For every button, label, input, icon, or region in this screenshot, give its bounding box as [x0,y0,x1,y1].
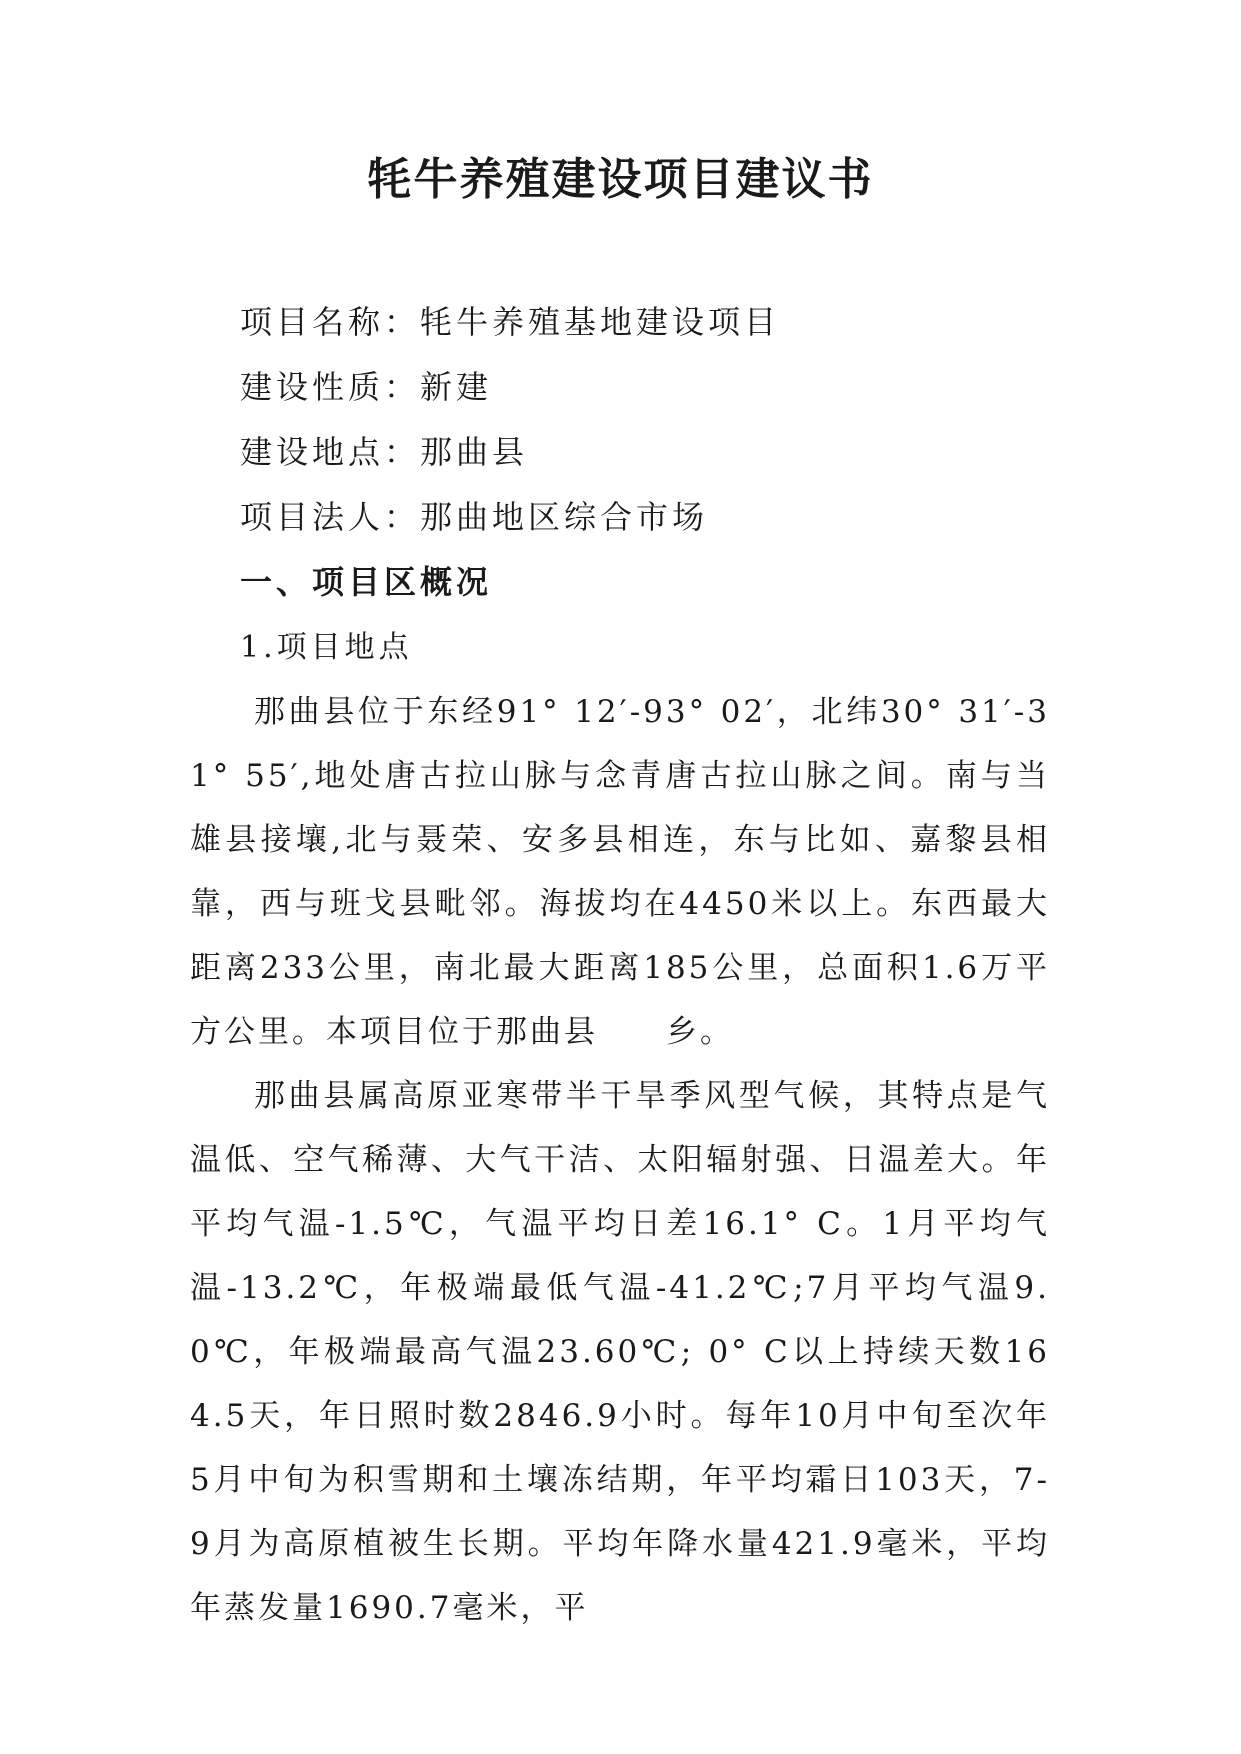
paragraph-location: 那曲县位于东经91° 12′-93° 02′，北纬30° 31′-31° 55′,地处唐古拉山脉与念青唐古拉山脉之间。南与当雄县接壤,北与聂荣、安多县相连，东与比如、嘉黎县相靠，西与班戈县毗邻。海拔均在4450米以上。东西最大距离233公里，南北最大距离185公里，总面积1.6万平方公里。本项目位于那曲县 乡。 [190,694,1050,1050]
meta-construction-site: 建设地点：那曲县 [240,433,529,471]
paragraph-climate: 那曲县属高原亚寒带半干旱季风型气候，其特点是气温低、空气稀薄、大气干洁、太阳辐射强、日温差大。年平均气温-1.5℃，气温平均日差16.1° C。1月平均气温-13.2℃，年极端最低气温-41.2℃;7月平均气温9.0℃，年极端最高气温23.60℃; 0° C以上持续天数164.5天，年日照时数2846.9小时。每年10月中旬至次年5月中旬为积雪期和土壤冻结期，年平均霜日103天，7-9月为高原植被生长期。平均年降水量421.9毫米，平均年蒸发量1690.7毫米，平 [190,1078,1050,1626]
sub-heading: 1.项目地点 [240,630,413,665]
meta-construction-type: 建设性质：新建 [240,368,493,406]
section-heading: 一、项目区概况 [240,563,493,601]
body-text [190,680,1050,1640]
project-meta [240,290,1060,550]
meta-legal-entity: 项目法人：那曲地区综合市场 [240,498,709,536]
meta-project-name: 项目名称：牦牛养殖基地建设项目 [240,303,781,341]
document-title: 牦牛养殖建设项目建议书 [367,154,874,205]
